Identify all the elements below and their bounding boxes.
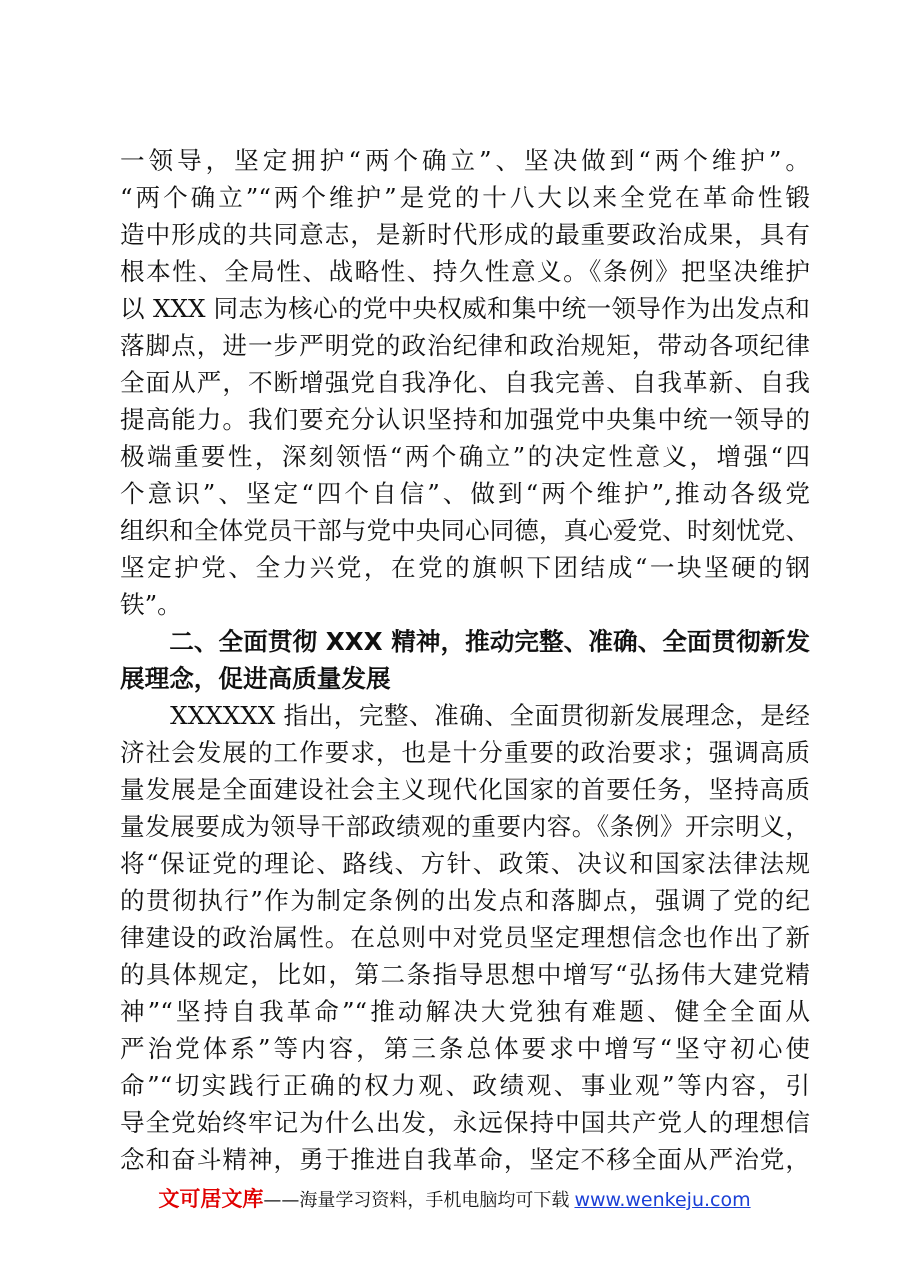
paragraph-line: 的贯彻执行”作为制定条例的出发点和落脚点，强调了党的纪	[120, 886, 810, 915]
footer-brand: 文可居文库	[158, 1187, 264, 1211]
paragraph-line: 将“保证党的理论、路线、方针、政策、决议和国家法律法规	[120, 849, 810, 878]
paragraph-line: 极端重要性，深刻领悟“两个确立”的决定性意义，增强“四	[120, 442, 810, 471]
paragraph-line: 提高能力。我们要充分认识坚持和加强党中央集中统一领导的	[120, 405, 810, 434]
paragraph-line: 量发展要成为领导干部政绩观的重要内容。《条例》开宗明义，	[120, 812, 810, 841]
footer-site-link[interactable]: www.wenkeju.com	[574, 1189, 751, 1211]
paragraph-line: 济社会发展的工作要求，也是十分重要的政治要求；强调高质	[120, 738, 810, 767]
footer-banner	[0, 1183, 909, 1213]
paragraph-line: 律建设的政治属性。在总则中对党员坚定理想信念也作出了新	[120, 923, 810, 952]
paragraph-line: XXXXXX 指出，完整、准确、全面贯彻新发展理念，是经	[120, 701, 810, 730]
paragraph-line: 组织和全体党员干部与党中央同心同德，真心爱党、时刻忧党、	[120, 516, 810, 545]
paragraph-line: 造中形成的共同意志，是新时代形成的最重要政治成果，具有	[120, 220, 810, 249]
footer-tagline: ——海量学习资料，手机电脑均可下载	[263, 1190, 570, 1211]
paragraph-line: 命”“切实践行正确的权力观、政绩观、事业观”等内容，引	[120, 1071, 810, 1100]
paragraph-line: 以 XXX 同志为核心的党中央权威和集中统一领导作为出发点和	[120, 294, 810, 323]
paragraph-line: 严治党体系”等内容，第三条总体要求中增写“坚守初心使	[120, 1034, 810, 1063]
paragraph-line: 全面从严，不断增强党自我净化、自我完善、自我革新、自我	[120, 368, 810, 397]
paragraph-line: 铁”。	[120, 590, 182, 619]
paragraph-line: 落脚点，进一步严明党的政治纪律和政治规矩，带动各项纪律	[120, 331, 810, 360]
paragraph-line: 量发展是全面建设社会主义现代化国家的首要任务，坚持高质	[120, 775, 810, 804]
paragraph-line: 根本性、全局性、战略性、持久性意义。《条例》把坚决维护	[120, 257, 810, 286]
paragraph-line: 一领导，坚定拥护“两个确立”、坚决做到“两个维护”。	[120, 146, 810, 175]
paragraph-line: 个意识”、坚定“四个自信”、做到“两个维护”,推动各级党	[120, 479, 810, 508]
paragraph-line: 导全党始终牢记为什么出发，永远保持中国共产党人的理想信	[120, 1108, 810, 1137]
section-heading-line: 二、全面贯彻 XXX 精神，推动完整、准确、全面贯彻新发	[120, 627, 810, 656]
section-heading-line: 展理念，促进高质量发展	[120, 664, 391, 693]
paragraph-line: 念和奋斗精神，勇于推进自我革命，坚定不移全面从严治党，	[120, 1145, 810, 1174]
paragraph-line: 坚定护党、全力兴党，在党的旗帜下团结成“一块坚硬的钢	[120, 553, 810, 582]
paragraph-line: 神”“坚持自我革命”“推动解决大党独有难题、健全全面从	[120, 997, 810, 1026]
paragraph-line: 的具体规定，比如，第二条指导思想中增写“弘扬伟大建党精	[120, 960, 810, 989]
paragraph-line: “两个确立”“两个维护”是党的十八大以来全党在革命性锻	[120, 183, 810, 212]
